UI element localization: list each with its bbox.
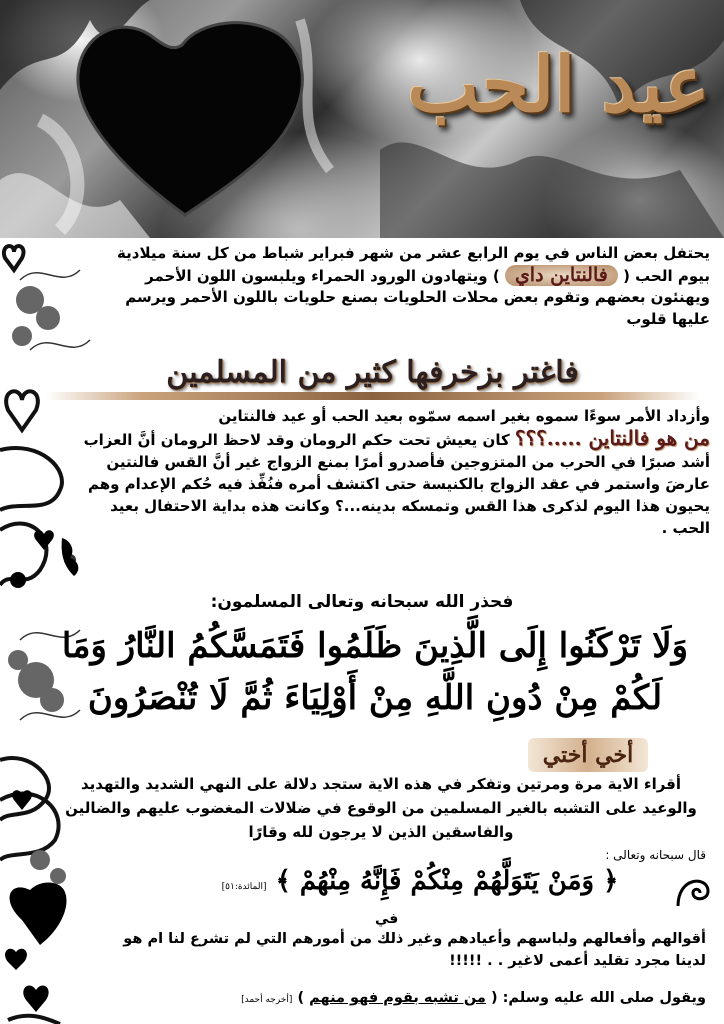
banner-title: عيد الحب bbox=[407, 40, 710, 129]
intro-text-before: يحتفل بعض الناس في يوم الرابع عشر من شهر فبراير شباط من كل سنة ميلادية بيوم الحب ( bbox=[117, 244, 710, 285]
verse2-reference: [المائدة:٥١] bbox=[221, 882, 267, 892]
highlight-underline bbox=[45, 392, 700, 400]
hadith-line bbox=[106, 987, 706, 1011]
hadith-suffix: ) bbox=[297, 990, 305, 1006]
hadith-reference: [أخرجه أحمد] bbox=[241, 995, 293, 1005]
quran-verse-2 bbox=[160, 866, 680, 896]
fi-label: في bbox=[375, 911, 399, 927]
history-text: كان يعيش تحت حكم الرومان وقد لاحظ الرومان أنَّ العزاب أشد صبرًا في الحرب من المتزوجين فأصدرو أمرًا بمنع الزواج غير أنَّ القس فالنتين عارضَ واستمر في عقد الزواج بالكنيسة حتى اكتشف أمره فنُفِّذ فيه حُكم الإعدام وهم يحيون هذا اليوم لذكرى هذا القس وتمسكه بدينه...؟ وكانت هذه بداية الاحتفال بعيد الحب . bbox=[83, 431, 710, 537]
heart-outline-icon bbox=[4, 246, 24, 270]
warning-heading: فحذر الله سبحانه وتعالى المسلمون: bbox=[210, 592, 514, 612]
hadith-prefix: ويقول صلى الله عليه وسلم: ( bbox=[490, 990, 706, 1006]
valentine-badge: فالنتاين داي bbox=[505, 265, 618, 287]
who-is-valentine-question: من هو فالنتاين .....؟؟؟ bbox=[514, 426, 710, 450]
verse2-text: ﴿ وَمَنْ يَتَوَلَّهُمْ مِنْكُمْ فَإِنَّهُ مِنْهُمْ ﴾ bbox=[275, 866, 619, 896]
quran-verse bbox=[40, 620, 710, 724]
heart-outline-icon bbox=[6, 391, 38, 430]
intro-text-after: ) ويتهادون الورود الحمراء ويلبسون اللون الأحمر ويهنئون بعضهم وتقوم بعض محلات الحلويات بصنع حلويات باللون الأحمر ويرسم عليها قلوب bbox=[125, 266, 710, 328]
black-heart-icon bbox=[78, 23, 303, 215]
closing-paragraph: أقوالهم وأفعالهم ولباسهم وأعيادهم وغير ذلك من أمورهم التي لم تشرع لنا ام هو لدينا مجرد تقليد أعمى لاغير . . !!!!! bbox=[123, 931, 706, 969]
history-paragraph bbox=[70, 405, 710, 539]
qal-label: قال سبحانه وتعالى : bbox=[605, 848, 706, 862]
history-line1: وأزداد الأمر سوءًا سموه بغير اسمه سمّوه بعيد الحب أو عيد فالنتاين bbox=[218, 407, 710, 425]
black-heart-icon bbox=[10, 883, 67, 946]
hadith-text: من تشبه بقوم فهو منهم bbox=[309, 990, 486, 1006]
reflection-paragraph: أقراء الاية مرة ومرتين وتفكر في هذه الاية ستجد دلالة على النهي الشديد والتهديد والوعيد على التشبه بالغير المسلمين من الوقوع في ضلالات المغضوب عليهم والضالين والفاسقين الذين لا يرجون لله وقارًا bbox=[65, 775, 697, 841]
verse-line1: وَلَا تَرْكَنُوا إِلَى الَّذِينَ ظَلَمُوا فَتَمَسَّكُمُ النَّارُ وَمَا bbox=[61, 626, 689, 666]
intro-paragraph bbox=[110, 243, 710, 330]
header-banner bbox=[0, 0, 724, 238]
verse-line2: لَكُمْ مِنْ دُونِ اللَّهِ مِنْ أَوْلِيَاءَ ثُمَّ لَا تُنْصَرُونَ bbox=[87, 678, 663, 718]
highlight-heading: فاغتر بزخرفها كثير من المسلمين bbox=[166, 355, 579, 390]
akhi-badge: أخي أختي bbox=[528, 738, 648, 772]
